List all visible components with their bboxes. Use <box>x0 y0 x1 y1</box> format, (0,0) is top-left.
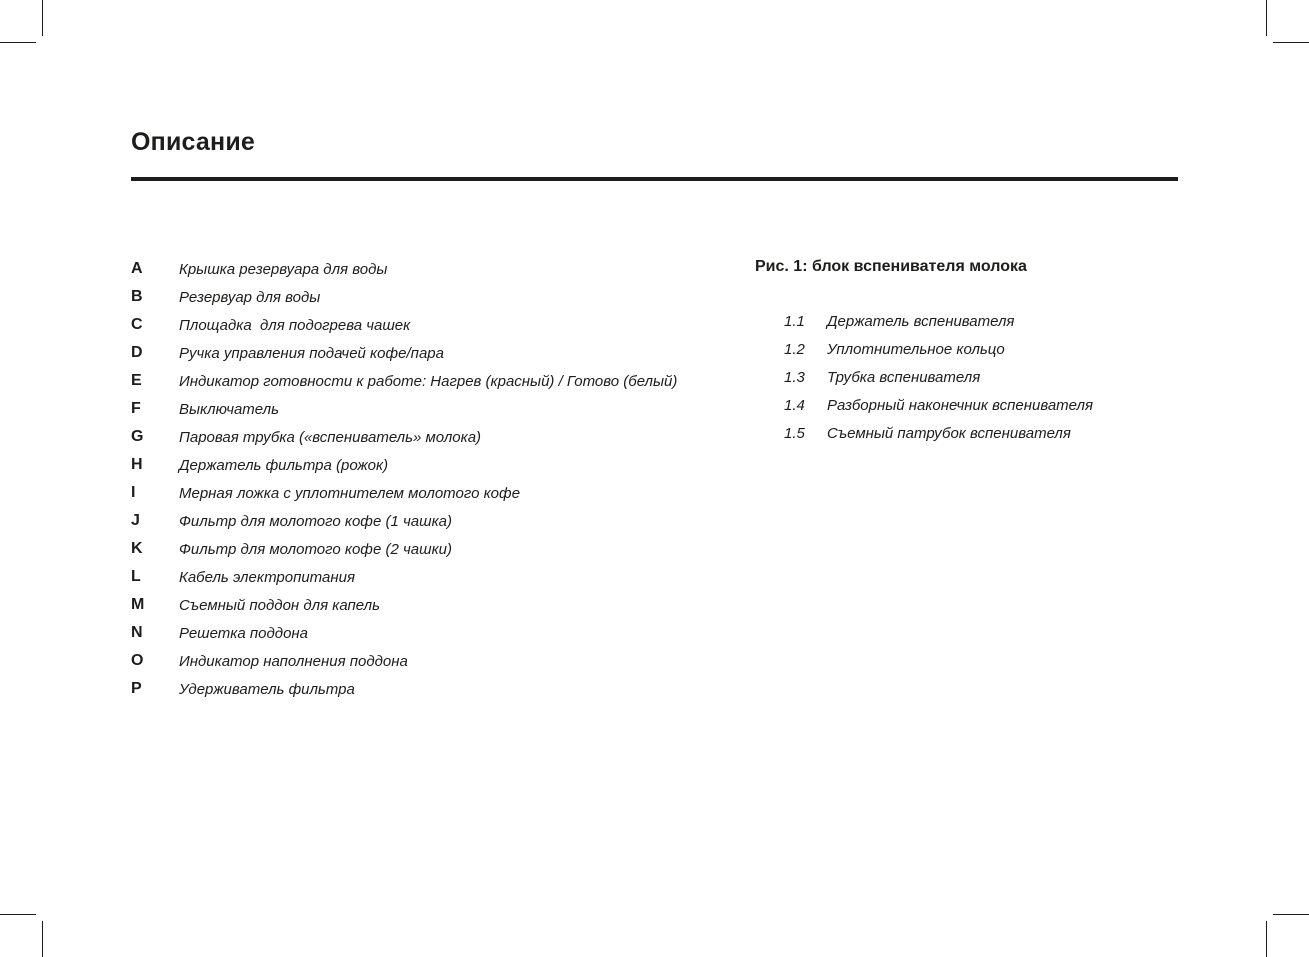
part-description: Резервуар для воды <box>179 288 321 306</box>
part-letter: D <box>131 344 143 361</box>
part-letter: I <box>131 484 136 501</box>
part-description: Съемный поддон для капель <box>179 596 380 614</box>
figure-title: Рис. 1: блок вспенивателя молока <box>755 258 1027 275</box>
figure-item-number: 1.2 <box>784 340 805 358</box>
part-description: Индикатор готовности к работе: Нагрев (красный) / Готово (белый) <box>179 372 678 390</box>
part-letter: H <box>131 456 143 473</box>
part-letter: L <box>131 568 141 585</box>
list-item <box>784 419 1093 447</box>
part-description: Кабель электропитания <box>179 568 355 586</box>
figure-item-description: Уплотнительное кольцо <box>827 340 1005 358</box>
part-description: Крышка резервуара для воды <box>179 260 388 278</box>
list-item <box>131 395 677 423</box>
part-letter: O <box>131 652 144 669</box>
figure-item-description: Держатель вспенивателя <box>827 312 1015 330</box>
part-letter: M <box>131 596 145 613</box>
crop-mark-bottom-left-horizontal <box>0 914 36 915</box>
figure-item-number: 1.4 <box>784 396 805 414</box>
crop-mark-top-left-horizontal <box>0 42 36 43</box>
list-item <box>131 591 677 619</box>
part-letter: J <box>131 512 140 529</box>
part-description: Решетка поддона <box>179 624 309 642</box>
figure-item-number: 1.1 <box>784 312 805 330</box>
list-item <box>131 339 677 367</box>
part-letter: E <box>131 372 142 389</box>
part-description: Фильтр для молотого кофе (2 чашки) <box>179 540 453 558</box>
figure-item-description: Трубка вспенивателя <box>827 368 981 386</box>
part-letter: F <box>131 400 141 417</box>
figure-parts-list <box>784 307 1093 447</box>
list-item <box>131 283 677 311</box>
crop-mark-bottom-left-vertical <box>42 921 43 957</box>
list-item <box>131 535 677 563</box>
part-description: Фильтр для молотого кофе (1 чашка) <box>179 512 453 530</box>
part-letter: G <box>131 428 144 445</box>
part-letter: C <box>131 316 143 333</box>
part-description: Удерживатель фильтра <box>179 680 355 698</box>
list-item <box>131 675 677 703</box>
part-description: Мерная ложка с уплотнителем молотого кофе <box>179 484 521 502</box>
list-item <box>131 367 677 395</box>
list-item <box>131 311 677 339</box>
title-divider <box>131 177 1178 181</box>
part-description: Паровая трубка («вспениватель» молока) <box>179 428 482 446</box>
list-item <box>131 255 677 283</box>
list-item <box>784 391 1093 419</box>
list-item <box>131 647 677 675</box>
part-description: Площадка для подогрева чашек <box>179 316 411 334</box>
list-item <box>131 619 677 647</box>
page-title: Описание <box>131 128 255 156</box>
crop-mark-bottom-right-horizontal <box>1273 914 1309 915</box>
list-item <box>131 563 677 591</box>
part-letter: B <box>131 288 143 305</box>
crop-mark-top-left-vertical <box>42 0 43 36</box>
list-item <box>131 423 677 451</box>
figure-item-description: Съемный патрубок вспенивателя <box>827 424 1071 442</box>
parts-list <box>131 255 677 703</box>
list-item <box>131 479 677 507</box>
part-description: Индикатор наполнения поддона <box>179 652 408 670</box>
part-letter: A <box>131 260 143 277</box>
crop-mark-bottom-right-vertical <box>1266 921 1267 957</box>
part-letter: K <box>131 540 143 557</box>
figure-item-description: Разборный наконечник вспенивателя <box>827 396 1093 414</box>
figure-item-number: 1.5 <box>784 424 805 442</box>
crop-mark-top-right-vertical <box>1266 0 1267 36</box>
list-item <box>784 363 1093 391</box>
list-item <box>131 451 677 479</box>
part-description: Выключатель <box>179 400 279 418</box>
list-item <box>784 335 1093 363</box>
part-description: Держатель фильтра (рожок) <box>179 456 389 474</box>
figure-item-number: 1.3 <box>784 368 805 386</box>
crop-mark-top-right-horizontal <box>1273 42 1309 43</box>
list-item <box>784 307 1093 335</box>
list-item <box>131 507 677 535</box>
part-description: Ручка управления подачей кофе/пара <box>179 344 444 362</box>
part-letter: P <box>131 680 142 697</box>
part-letter: N <box>131 624 143 641</box>
